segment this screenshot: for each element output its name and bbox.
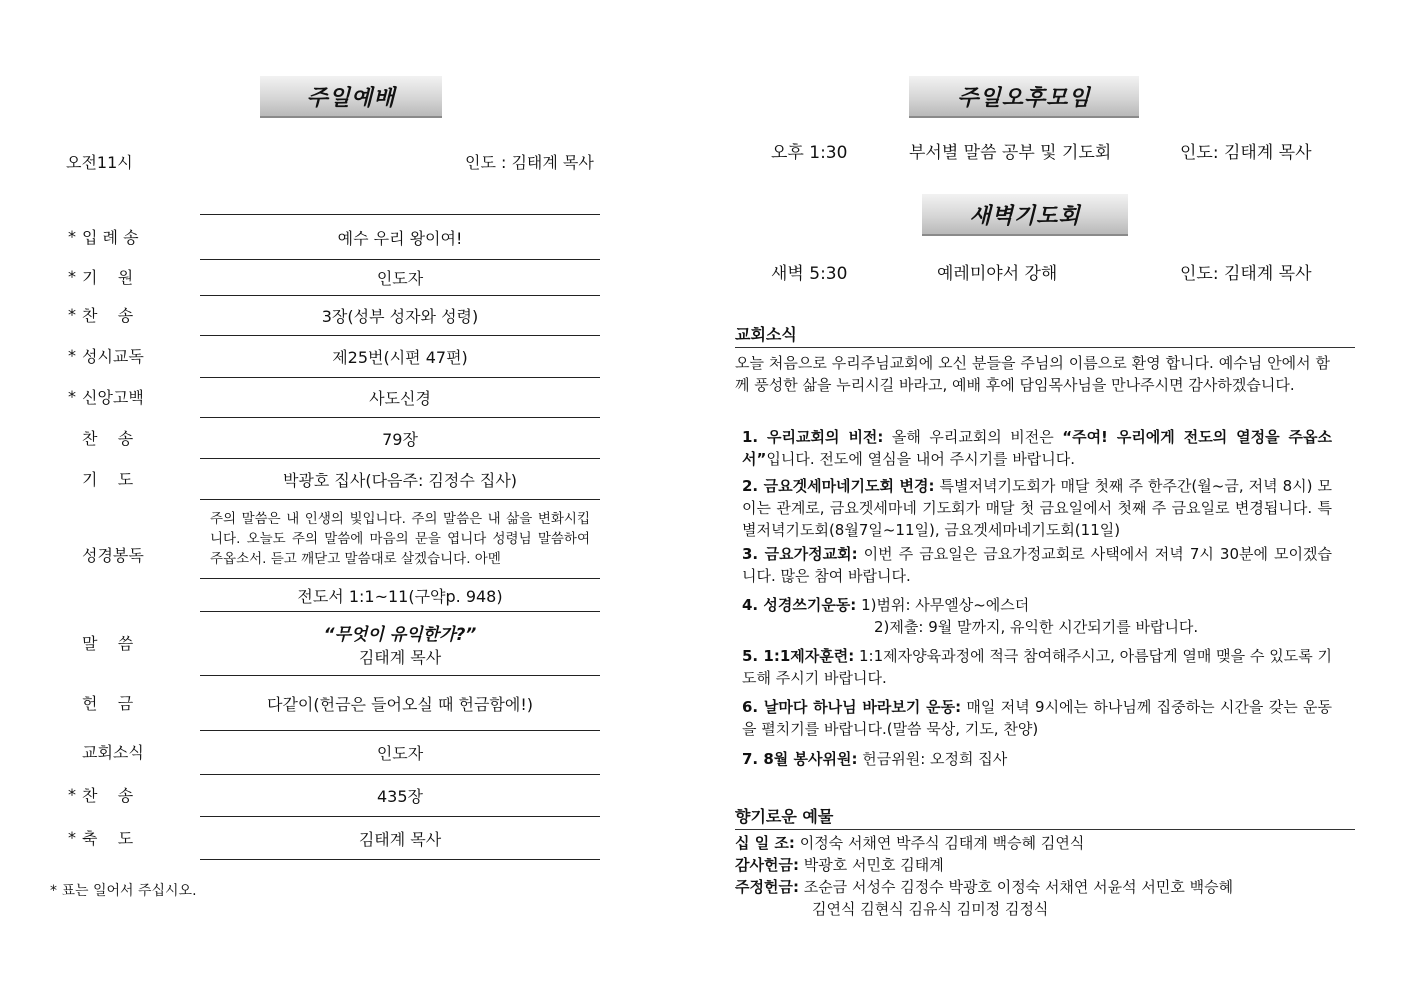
afternoon-time: 오후 1:30 — [771, 143, 848, 163]
welcome-text: 오늘 처음으로 우리주님교회에 오신 분들을 주님의 이름으로 환영 합니다. 예수님 안에서 함께 풍성한 삶을 누리시길 바라고, 예배 후에 담임목사님을 만나주시면 감사하겠습니다. — [735, 354, 1330, 394]
dawn-time: 새벽 5:30 — [771, 264, 848, 284]
order-row — [60, 214, 600, 259]
order-label: 찬 송 — [82, 428, 134, 448]
order-value: 김태계 목사 — [200, 816, 600, 860]
order-label: 입 례 송 — [82, 227, 139, 247]
news-item-2 — [742, 475, 1332, 541]
afternoon-title: 주일오후모임 — [909, 76, 1139, 118]
order-value: 인도자 — [200, 730, 600, 774]
order-row — [60, 458, 600, 499]
order-label: 기 도 — [82, 469, 134, 489]
order-label: 기 원 — [82, 268, 134, 287]
offering-label: 십 일 조: — [735, 834, 795, 852]
worship-leader: 인도 : 김태계 목사 — [465, 153, 594, 172]
sermon-preacher: 김태계 목사 — [358, 647, 442, 667]
order-label: 축 도 — [82, 828, 134, 848]
news-item-line2: 2)제출: 9월 말까지, 유익한 시간되기를 바랍니다. — [874, 618, 1199, 636]
news-item-head: 4. 성경쓰기운동: — [742, 596, 857, 614]
news-item-1 — [742, 426, 1332, 470]
news-item-text: 1)범위: 사무엘상~에스더 — [856, 596, 1030, 614]
order-row — [60, 611, 600, 675]
offering-weekly — [735, 876, 1233, 898]
order-row — [60, 730, 600, 774]
afternoon-desc: 부서별 말씀 공부 및 기도회 — [909, 143, 1112, 163]
order-value: 인도자 — [200, 259, 600, 295]
order-value: 사도신경 — [200, 377, 600, 417]
news-item-text: 올해 우리교회의 비전은 — [883, 428, 1063, 446]
order-row — [60, 335, 600, 377]
news-item-text: 이번 주 금요일은 금요가정교회로 사택에서 저녁 7시 30분에 모이겠습니다. 많은 참여 바랍니다. — [742, 545, 1332, 585]
order-row — [60, 377, 600, 417]
stand-mark: * — [68, 226, 76, 246]
order-label: 성시교독 — [82, 347, 144, 366]
worship-order-table — [60, 214, 600, 860]
news-item-head: 1. 우리교회의 비전: — [742, 428, 884, 446]
offering-label: 감사헌금: — [735, 856, 799, 874]
news-item-head: 6. 날마다 하나님 바라보기 운동: — [742, 698, 962, 716]
news-item-text: 매일 저녁 9시에는 하나님께 집중하는 시간을 갖는 운동을 펼치기를 바랍니다.(말씀 묵상, 기도, 찬양) — [742, 698, 1332, 738]
news-item-head: 5. 1:1제자훈련: — [742, 647, 855, 665]
order-value: 박광호 집사(다음주: 김정수 집사) — [200, 458, 600, 499]
worship-time: 오전11시 — [66, 153, 133, 172]
order-row — [60, 417, 600, 458]
news-item-head: 2. 금요겟세마네기도회 변경: — [742, 477, 935, 495]
order-value: 예수 우리 왕이여! — [200, 214, 600, 259]
sermon-title: “무엇이 유익한가?” — [323, 624, 477, 645]
order-label: 교회소식 — [82, 743, 144, 762]
news-item-4 — [742, 594, 1332, 638]
news-item-6 — [742, 696, 1332, 740]
stand-mark: * — [68, 827, 76, 847]
order-label: 찬 송 — [82, 306, 134, 325]
order-row — [60, 259, 600, 295]
offering-heading: 향기로운 예물 — [735, 804, 1355, 830]
news-item-head: 7. 8월 봉사위원: — [742, 750, 858, 768]
scripture-reference: 전도서 1:1~11(구약p. 948) — [200, 578, 600, 611]
offering-weekly-line2: 김연식 김현식 김유식 김미정 김정식 — [812, 900, 1049, 918]
order-value: 제25번(시편 47편) — [200, 335, 600, 377]
offering-names: 박광호 서민호 김태계 — [803, 856, 944, 874]
order-value: 79장 — [200, 417, 600, 458]
order-row — [60, 774, 600, 816]
order-row — [60, 816, 600, 860]
stand-mark: * — [68, 267, 76, 286]
stand-mark: * — [68, 785, 76, 804]
order-row — [60, 295, 600, 335]
news-heading: 교회소식 — [735, 322, 1355, 348]
news-item-5 — [742, 645, 1332, 689]
sermon-cell — [200, 611, 600, 675]
news-item-text: 헌금위원: 오정희 집사 — [857, 750, 1008, 768]
order-label: 찬 송 — [82, 786, 134, 805]
order-value: 다같이(헌금은 들어오실 때 헌금함에!) — [200, 675, 600, 730]
order-value: 3장(성부 성자와 성령) — [200, 295, 600, 335]
news-item-tail: 입니다. 전도에 열심을 내어 주시기를 바랍니다. — [766, 450, 1076, 468]
order-row — [60, 675, 600, 730]
offering-names: 이정숙 서채연 박주식 김태계 백승혜 김연식 — [799, 834, 1085, 852]
dawn-desc: 예레미야서 강해 — [937, 264, 1058, 284]
dawn-title: 새벽기도회 — [922, 194, 1128, 236]
stand-mark: * — [68, 387, 76, 406]
order-value: 435장 — [200, 774, 600, 816]
offering-label: 주정헌금: — [735, 878, 799, 896]
stand-mark: * — [68, 305, 76, 324]
afternoon-leader: 인도: 김태계 목사 — [1180, 143, 1312, 163]
news-item-text: 특별저녁기도회가 매달 첫째 주 한주간(월~금, 저녁 8시) 모이는 관계로, 금요겟세마네 기도회가 매달 첫 금요일에서 첫째 주 금요일로 변경됩니다. 특별저녁기도회(8월7일~11일), 금요겟세마네기도회(11일) — [742, 477, 1332, 539]
order-label: 헌 금 — [82, 693, 134, 713]
stand-mark: * — [68, 346, 76, 365]
offering-names: 조순금 서성수 김정수 박광호 이정숙 서채연 서윤석 서민호 백승혜 — [803, 878, 1234, 896]
scripture-prayer-text: 주의 말씀은 내 인생의 빛입니다. 주의 말씀은 내 삶을 변화시킵니다. 오늘도 주의 말씀에 마음의 문을 엽니다 성령님 말씀하여 주옵소서. 듣고 깨닫고 말씀대로 살겠습니다. 아멘 — [200, 499, 600, 578]
stand-footnote: * 표는 일어서 주십시오. — [50, 883, 197, 899]
news-item-7 — [742, 748, 1332, 770]
order-label: 신앙고백 — [82, 388, 144, 407]
dawn-leader: 인도: 김태계 목사 — [1180, 264, 1312, 284]
news-item-head: 3. 금요가정교회: — [742, 545, 858, 563]
vision-quote: “주여! 우리에게 전도의 열정을 주옵소서” — [742, 428, 1332, 468]
order-row — [60, 499, 600, 611]
offering-thanks — [735, 854, 944, 876]
offering-tithe — [735, 832, 1084, 854]
order-label: 말 씀 — [82, 634, 134, 653]
news-item-text: 1:1제자양육과정에 적극 참여해주시고, 아름답게 열매 맺을 수 있도록 기도해 주시기 바랍니다. — [742, 647, 1332, 687]
order-label: 성경봉독 — [82, 546, 144, 565]
news-item-3 — [742, 543, 1332, 587]
worship-title: 주일예배 — [260, 76, 442, 118]
